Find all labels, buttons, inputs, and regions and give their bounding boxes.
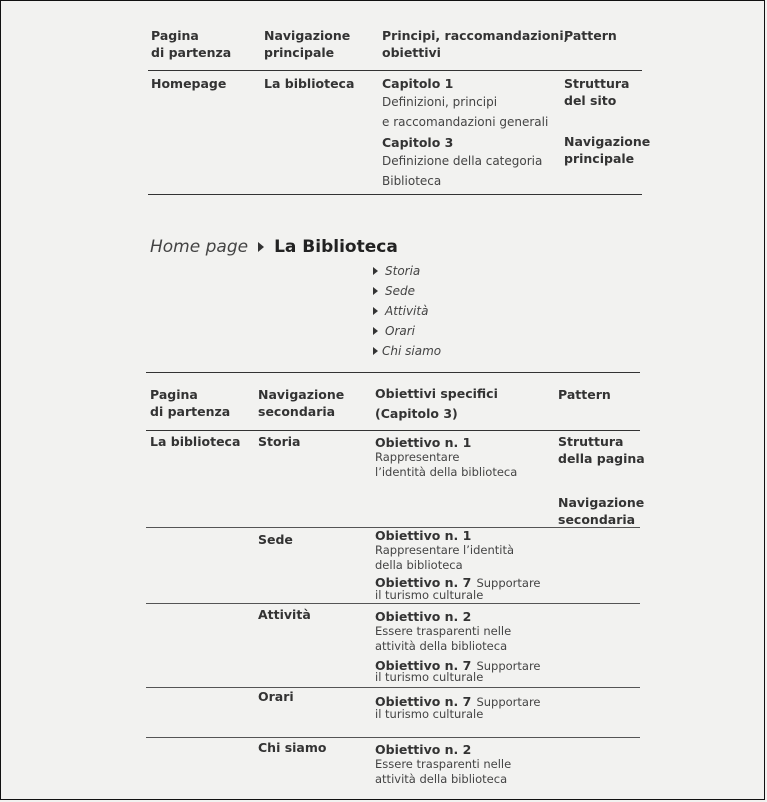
col-header-start-page: Pagina di partenza <box>150 387 231 419</box>
objective-text: Rappresentare l’identità della biblioteca <box>375 543 515 572</box>
objective-label: Obiettivo n. 7 <box>375 658 472 673</box>
triangle-right-icon <box>373 307 378 315</box>
pattern-label: Struttura del sito <box>564 76 630 108</box>
triangle-right-icon <box>373 267 378 275</box>
col-header-principles: Principi, raccomandazioni, obiettivi <box>382 28 569 60</box>
objective-text: Rappresentare l’identità della biblioteca <box>375 450 518 479</box>
objective-text: il turismo culturale <box>375 670 484 684</box>
objective-text: Essere trasparenti nelle attività della biblioteca <box>375 757 512 786</box>
pattern-label: Navigazione principale <box>564 134 651 166</box>
row-divider <box>146 737 640 738</box>
col-header-secondary-navigation: Navigazione secondaria <box>258 387 345 419</box>
subnav-list <box>373 261 441 361</box>
chapter-title: Capitolo 3 <box>382 135 454 150</box>
table-bottom-rule <box>148 194 642 195</box>
objective-label: Obiettivo n. 1 <box>375 435 472 450</box>
objective-label: Obiettivo n. 7 <box>375 694 472 709</box>
objective-text: Essere trasparenti nelle attività della biblioteca <box>375 624 512 653</box>
subnav-item <box>373 261 441 281</box>
subnav-item <box>373 341 441 361</box>
cell-secondary-navigation: Attività <box>258 607 311 622</box>
breadcrumb-current: La Biblioteca <box>274 237 398 257</box>
col-header-start-page: Pagina di partenza <box>151 28 232 60</box>
subnav-item <box>373 301 441 321</box>
chapter-description: Definizioni, principi e raccomandazioni generali <box>382 95 549 129</box>
objective-inline-text: Supportare <box>476 695 541 709</box>
col-header-objectives: Obiettivi specifici (Capitolo 3) <box>375 386 498 421</box>
objective-label: Obiettivo n. 2 <box>375 609 472 624</box>
subnav-label: Storia <box>385 264 421 278</box>
pattern-label: Navigazione secondaria <box>558 495 645 527</box>
chapter-title: Capitolo 1 <box>382 76 454 91</box>
triangle-right-icon <box>373 347 378 355</box>
cell-secondary-navigation: Chi siamo <box>258 740 327 755</box>
table-top-rule <box>146 372 640 373</box>
objective-inline-text: Supportare <box>476 576 541 590</box>
chapter-description: Definizione della categoria Biblioteca <box>382 154 543 188</box>
cell-secondary-navigation: Storia <box>258 434 301 449</box>
triangle-right-icon <box>373 287 378 295</box>
col-header-pattern: Pattern <box>558 387 611 402</box>
subnav-label: Chi siamo <box>382 344 442 358</box>
subnav-label: Sede <box>385 284 415 298</box>
objective-label: Obiettivo n. 7 <box>375 575 472 590</box>
objective-text: il turismo culturale <box>375 588 484 602</box>
cell-secondary-navigation: Orari <box>258 689 294 704</box>
cell-start-page: La biblioteca <box>150 434 241 449</box>
triangle-right-icon <box>373 327 378 335</box>
header-divider <box>146 430 640 431</box>
cell-start-page: Homepage <box>151 76 227 91</box>
breadcrumb <box>150 237 398 257</box>
header-divider <box>148 70 642 71</box>
objective-text: il turismo culturale <box>375 707 484 721</box>
objective-label: Obiettivo n. 1 <box>375 528 472 543</box>
pattern-label: Struttura della pagina <box>558 434 645 466</box>
breadcrumb-home: Home page <box>150 237 249 257</box>
objective-label: Obiettivo n. 2 <box>375 742 472 757</box>
chevron-right-icon <box>258 242 264 252</box>
subnav-item <box>373 281 441 301</box>
row-divider <box>146 603 640 604</box>
cell-secondary-navigation: Sede <box>258 532 293 547</box>
col-header-main-navigation: Navigazione principale <box>264 28 351 60</box>
objective-inline-text: Supportare <box>476 659 541 673</box>
subnav-item <box>373 321 441 341</box>
subnav-label: Orari <box>385 324 415 338</box>
cell-main-navigation: La biblioteca <box>264 76 355 91</box>
subnav-label: Attività <box>385 304 429 318</box>
col-header-pattern: Pattern <box>564 28 617 43</box>
row-divider <box>146 687 640 688</box>
